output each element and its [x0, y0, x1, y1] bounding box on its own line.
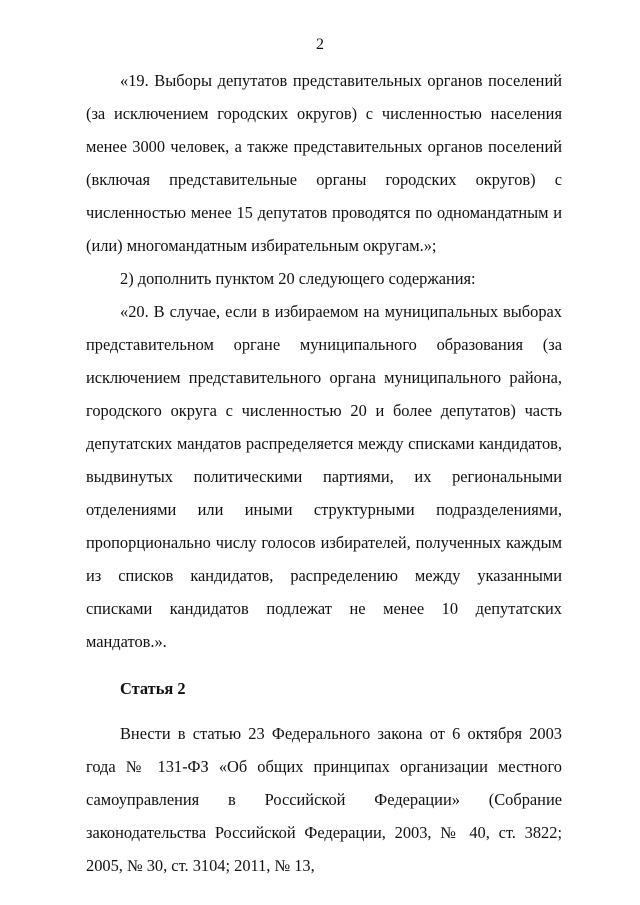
paragraph-amend-point-20: 2) дополнить пунктом 20 следующего содержания: — [120, 269, 476, 288]
paragraph-point-20: «20. В случае, если в избираемом на муниципальных выборах представительном органе муниципального образования (за исключением представительного органа муниципального района, городского округа с численностью 20 и более депутатов) часть депутатских мандатов распределяется между списками кандидатов, выдвинутых политическими партиями, их региональными отделениями или иными структурными подразделениями, пропорционально числу голосов избирателей, полученных каждым из списков кандидатов, распределению между указанными списками кандидатов подлежат не менее 10 депутатских мандатов.». — [86, 302, 562, 651]
article-2-paragraph: Внести в статью 23 Федерального закона от 6 октября 2003 года № 131-ФЗ «Об общих принципах организации местного самоуправления в Российской Федерации» (Собрание законодательства Российской Федерации, 2003, № 40, ст. 3822; 2005, № 30, ст. 3104; 2011, № 13, — [86, 724, 562, 875]
article-heading: Статья 2 — [120, 679, 186, 698]
document-body — [86, 64, 562, 882]
page-number: 2 — [316, 36, 324, 53]
paragraph-point-19: «19. Выборы депутатов представительных органов поселений (за исключением городских округов) с численностью населения менее 3000 человек, а также представительных органов поселений (включая представительные органы городских округов) с численностью менее 15 депутатов проводятся по одномандатным и (или) многомандатным избирательным округам.»; — [86, 71, 562, 255]
